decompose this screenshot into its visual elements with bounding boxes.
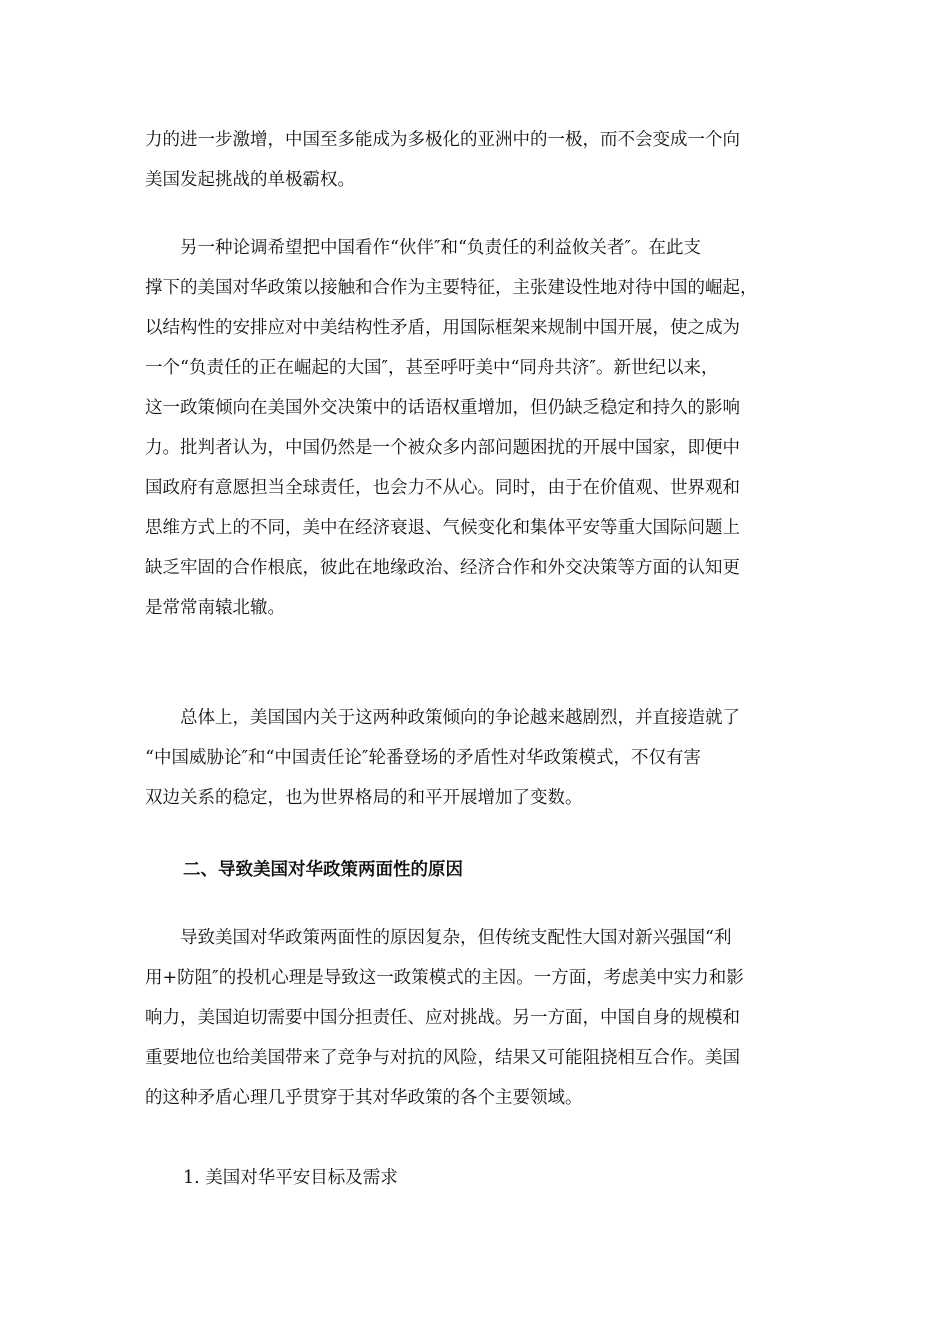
text-line: 美国发起挑战的单极霸权。 <box>145 170 355 190</box>
paragraph-2 <box>145 228 810 628</box>
text-line: 总体上，美国国内关于这两种政策倾向的争论越来越剧烈，并直接造就了 <box>145 708 740 728</box>
text-line: 力的进一步激增，中国至多能成为多极化的亚洲中的一极，而不会变成一个向 <box>145 130 740 150</box>
paragraph-1 <box>145 120 810 200</box>
text-line: “中国威胁论″和“中国责任论″轮番登场的矛盾性对华政策模式，不仅有害 <box>145 748 701 768</box>
text-line: 是常常南辕北辙。 <box>145 598 285 618</box>
text-line: 双边关系的稳定，也为世界格局的和平开展增加了变数。 <box>145 788 583 808</box>
text-line: 力。批判者认为，中国仍然是一个被众多内部问题困扰的开展中国家，即便中 <box>145 438 740 458</box>
paragraph-3 <box>145 698 810 818</box>
paragraph-4 <box>145 918 810 1118</box>
text-line: 缺乏牢固的合作根底，彼此在地缘政治、经济合作和外交决策等方面的认知更 <box>145 558 740 578</box>
text-line: 一个“负责任的正在崛起的大国″，甚至呼吁美中“同舟共济″。新世纪以来， <box>145 358 719 378</box>
list-item-heading: 1. 美国对华平安目标及需求 <box>183 1168 398 1188</box>
section-heading: 二、导致美国对华政策两面性的原因 <box>183 860 463 880</box>
text-line: 国政府有意愿担当全球责任，也会力不从心。同时，由于在价值观、世界观和 <box>145 478 740 498</box>
text-line: 用+防阻″的投机心理是导致这一政策模式的主因。一方面，考虑美中实力和影 <box>145 968 744 988</box>
text-line: 响力，美国迫切需要中国分担责任、应对挑战。另一方面，中国自身的规模和 <box>145 1008 740 1028</box>
text-line: 思维方式上的不同，美中在经济衰退、气候变化和集体平安等重大国际问题上 <box>145 518 740 538</box>
text-line: 导致美国对华政策两面性的原因复杂，但传统支配性大国对新兴强国“利 <box>145 928 732 948</box>
text-line: 重要地位也给美国带来了竞争与对抗的风险，结果又可能阻挠相互合作。美国 <box>145 1048 740 1068</box>
text-line: 的这种矛盾心理几乎贯穿于其对华政策的各个主要领域。 <box>145 1088 583 1108</box>
text-line: 以结构性的安排应对中美结构性矛盾，用国际框架来规制中国开展，使之成为 <box>145 318 740 338</box>
text-line: 另一种论调希望把中国看作“伙伴″和“负责任的利益攸关者″。在此支 <box>145 238 701 258</box>
text-line: 撑下的美国对华政策以接触和合作为主要特征，主张建设性地对待中国的崛起， <box>145 278 758 298</box>
text-line: 这一政策倾向在美国外交决策中的话语权重增加，但仍缺乏稳定和持久的影响 <box>145 398 740 418</box>
